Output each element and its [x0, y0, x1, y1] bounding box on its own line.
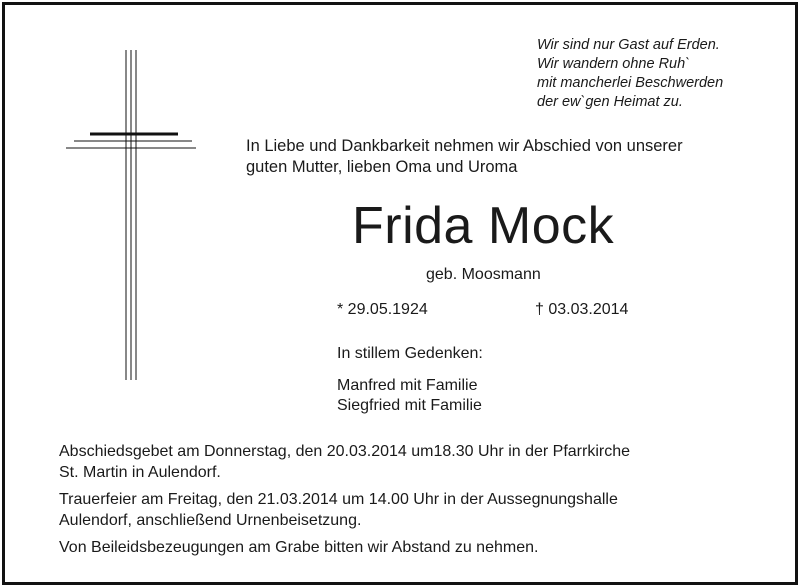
birth-name: geb. Moosmann — [426, 266, 541, 283]
prayer-line: St. Martin in Aulendorf. — [59, 464, 221, 481]
intro-line: guten Mutter, lieben Oma und Uroma — [246, 158, 518, 176]
mourner-item: Siegfried mit Familie — [337, 397, 482, 414]
mourner-item: Manfred mit Familie — [337, 377, 478, 394]
prayer-line: Abschiedsgebet am Donnerstag, den 20.03.2014 um18.30 Uhr in der Pfarrkirche — [59, 443, 631, 460]
prayer-notice — [59, 441, 630, 483]
mourners-list — [337, 376, 482, 416]
cross-icon — [66, 50, 196, 380]
deceased-name: Frida Mock — [352, 197, 615, 255]
intro-text — [246, 136, 683, 178]
mourners-label: In stillem Gedenken: — [337, 345, 483, 362]
funeral-notice — [59, 489, 630, 531]
funeral-line: Aulendorf, anschließend Urnenbeisetzung. — [59, 512, 362, 529]
birth-date: * 29.05.1924 — [337, 301, 428, 318]
death-date: † 03.03.2014 — [535, 301, 629, 318]
verse-line: Wir wandern ohne Ruh` — [537, 56, 691, 72]
verse-line: mit mancherlei Beschwerden — [537, 75, 724, 91]
verse-line: Wir sind nur Gast auf Erden. — [537, 37, 720, 53]
notices — [59, 441, 630, 564]
intro-line: In Liebe und Dankbarkeit nehmen wir Abschied von unserer — [246, 137, 683, 155]
verse-line: der ew`gen Heimat zu. — [537, 94, 683, 110]
funeral-line: Trauerfeier am Freitag, den 21.03.2014 um 14.00 Uhr in der Aussegnungshalle — [59, 491, 618, 508]
verse — [537, 36, 723, 112]
condolence-notice: Von Beileidsbezeugungen am Grabe bitten wir Abstand zu nehmen. — [59, 539, 539, 556]
